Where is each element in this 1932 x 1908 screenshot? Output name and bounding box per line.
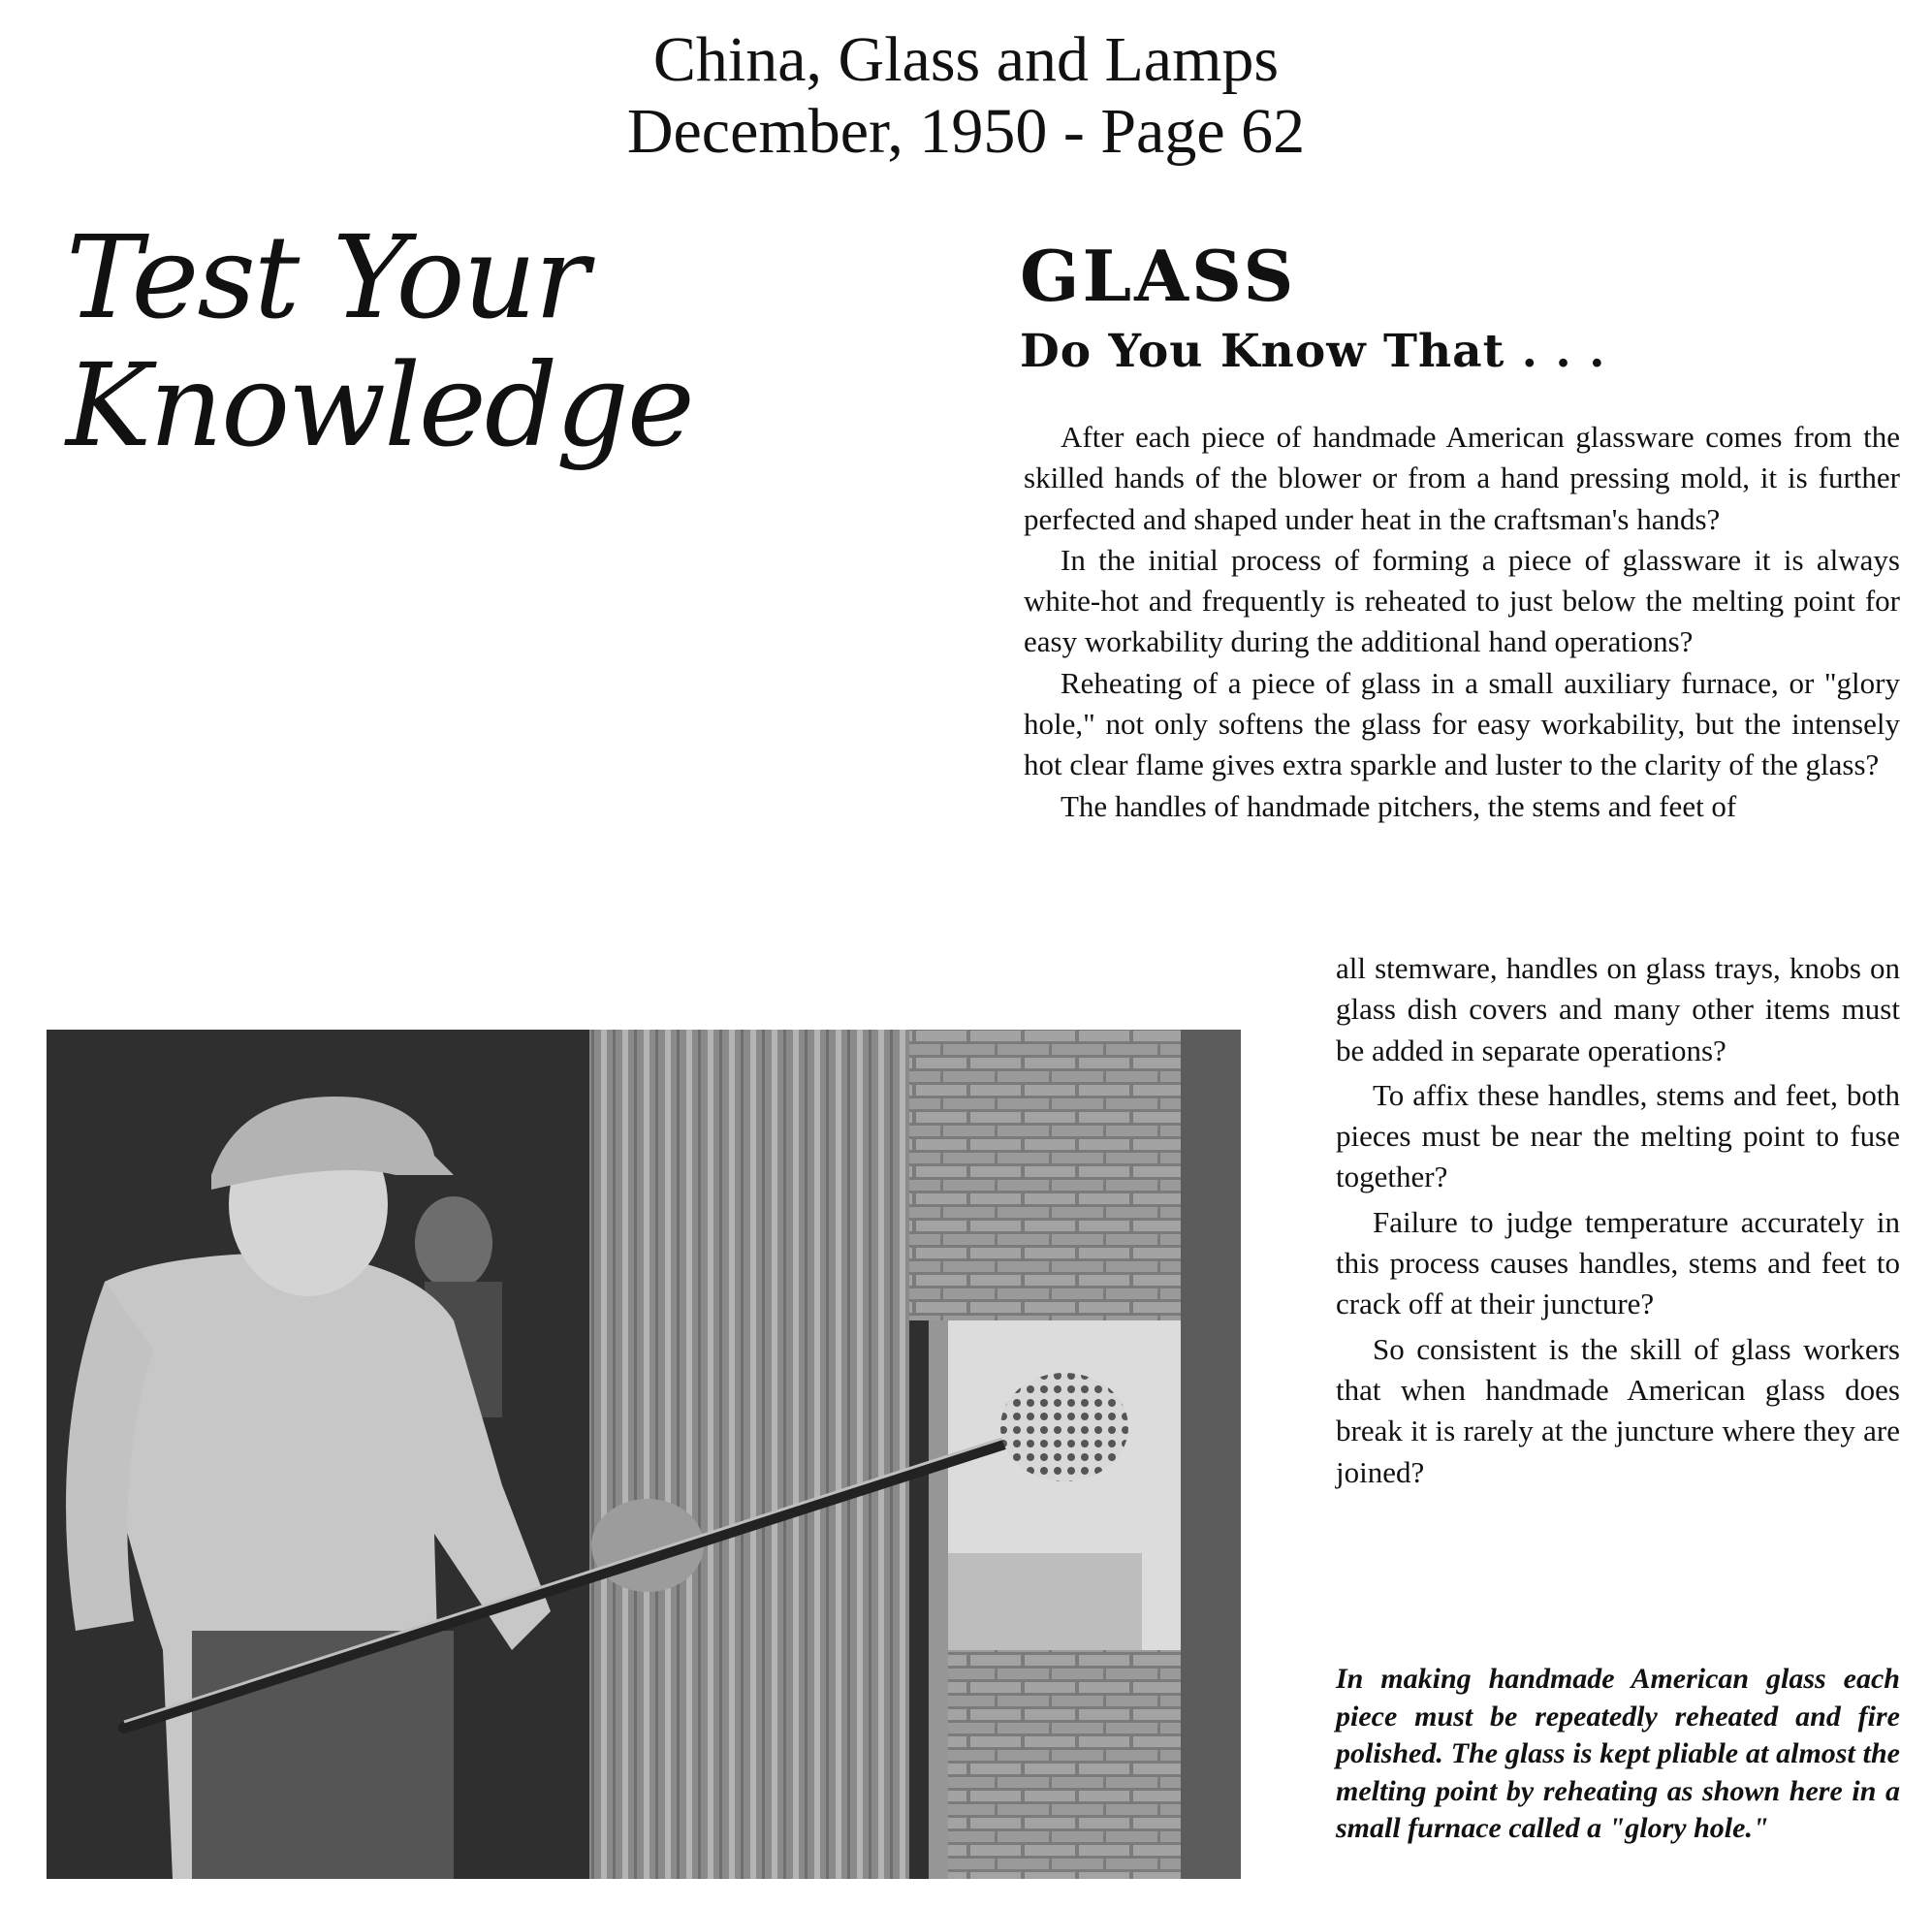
article-paragraph: In the initial process of forming a piece of glassware it is always white-hot and frequently is reheated to just below the melting point for easy workability during the additional hand operations? <box>1024 542 1900 659</box>
article-paragraph: To affix these handles, stems and feet, both pieces must be near the melting point to fuse together? <box>1336 1077 1900 1194</box>
glassworker-photo <box>47 1030 1241 1879</box>
article-body-narrow <box>1336 948 1900 1493</box>
article-body-top <box>1024 417 1900 827</box>
article-subheading: Do You Know That . . . <box>1020 325 1606 378</box>
feature-title <box>66 210 693 472</box>
article-paragraph: So consistent is the skill of glass workers that when handmade American glass does break it is rarely at the juncture where they are joined? <box>1336 1331 1900 1489</box>
article-paragraph: Reheating of a piece of glass in a small auxiliary furnace, or "glory hole," not only softens the glass for easy workability, but the intensely hot clear flame gives extra sparkle and luster to the clarity of the glass? <box>1024 665 1900 782</box>
publication-date-page: December, 1950 - Page 62 <box>626 96 1306 167</box>
publication-title: China, Glass and Lamps <box>652 24 1280 95</box>
article-heading: GLASS <box>1020 235 1297 317</box>
feature-title-line-1: Test Your <box>66 210 587 344</box>
article-paragraph: Failure to judge temperature accurately in this process causes handles, stems and feet to crack off at their juncture? <box>1336 1204 1900 1321</box>
article-paragraph: all stemware, handles on glass trays, knobs on glass dish covers and many other items must be added in separate operations? <box>1336 951 1900 1067</box>
article-paragraph: After each piece of handmade American glassware comes from the skilled hands of the blower or from a hand pressing mold, it is further perfected and shaped under heat in the craftsman's hands? <box>1024 420 1900 536</box>
article-paragraph: The handles of handmade pitchers, the stems and feet of <box>1061 788 1737 823</box>
feature-title-line-2: Knowledge <box>66 338 693 472</box>
photo-caption: In making handmade American glass each piece must be repeatedly reheated and fire polished. The glass is kept pliable at almost the melting point by reheating as shown here in a small furnace called a "glory hole." <box>1336 1663 1900 1844</box>
